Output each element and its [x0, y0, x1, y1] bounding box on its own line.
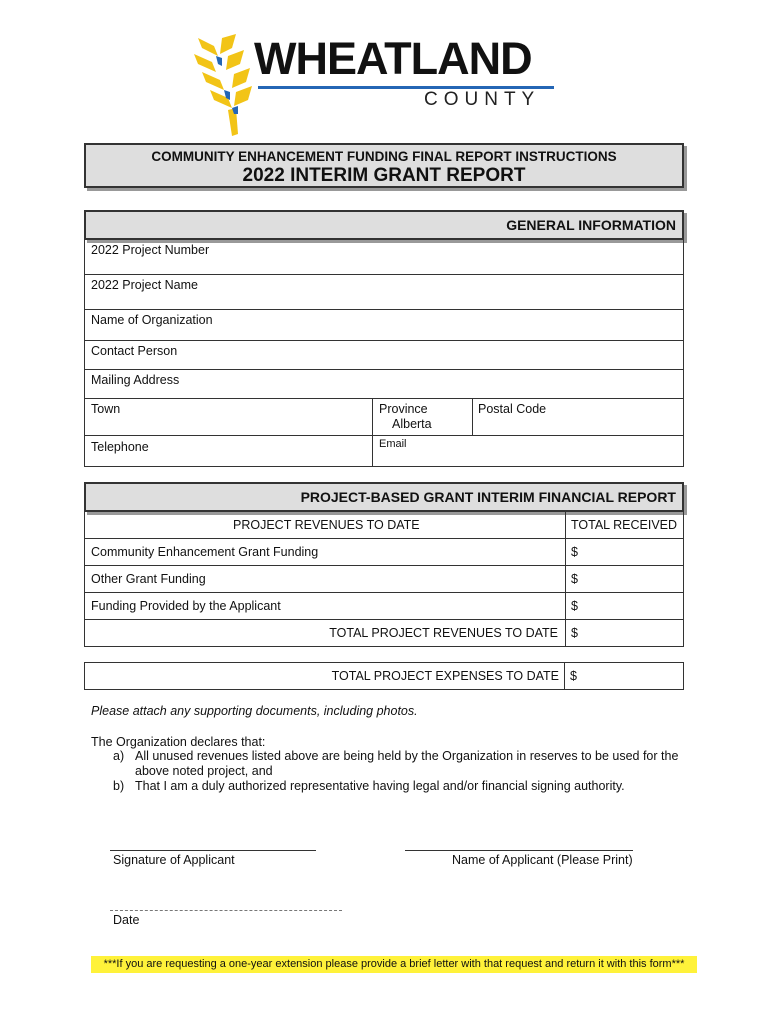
table-row[interactable]: [84, 566, 684, 593]
project-name-field[interactable]: [84, 275, 684, 310]
town-label: Town: [91, 402, 121, 416]
document-subtitle: COMMUNITY ENHANCEMENT FUNDING FINAL REPORT INSTRUCTIONS: [151, 149, 617, 164]
declaration-item-a-marker: a): [113, 749, 125, 763]
telephone-email-row: [84, 436, 684, 467]
project-number-label: 2022 Project Number: [91, 243, 210, 257]
date-label: Date: [113, 913, 140, 927]
table-row[interactable]: [84, 539, 684, 566]
telephone-label[interactable]: Telephone: [91, 440, 149, 454]
attach-documents-note: Please attach any supporting documents, including photos.: [91, 704, 418, 718]
organization-field[interactable]: [84, 310, 684, 341]
declaration-item-a-cont: above noted project, and: [135, 764, 273, 778]
province-value: Alberta: [392, 417, 432, 431]
mailing-address-label: Mailing Address: [91, 373, 180, 387]
table-row[interactable]: [84, 593, 684, 620]
declaration-intro: The Organization declares that:: [91, 735, 266, 749]
date-line[interactable]: [110, 910, 342, 911]
postal-code-label[interactable]: Postal Code: [478, 402, 547, 416]
revenues-column-header: PROJECT REVENUES TO DATE: [233, 518, 420, 532]
total-expenses-label: TOTAL PROJECT EXPENSES TO DATE: [331, 669, 559, 683]
total-expenses-row[interactable]: [84, 662, 684, 690]
mailing-address-field[interactable]: [84, 370, 684, 399]
received-column-header: TOTAL RECEIVED: [571, 518, 678, 532]
divider: [472, 399, 473, 435]
email-label[interactable]: Email: [379, 438, 407, 450]
general-information-heading: GENERAL INFORMATION: [84, 210, 684, 240]
revenue-label: Funding Provided by the Applicant: [91, 599, 281, 613]
title-box: [84, 143, 684, 188]
declaration-item-b-marker: b): [113, 779, 125, 793]
declaration-item-a: All unused revenues listed above are being held by the Organization in reserves to be used for the: [135, 749, 679, 763]
contact-person-field[interactable]: [84, 341, 684, 370]
organization-label: Name of Organization: [91, 313, 213, 327]
divider: [565, 539, 566, 565]
town-province-postal-row: [84, 399, 684, 436]
applicant-name-label: Name of Applicant (Please Print): [452, 853, 633, 867]
signature-line[interactable]: [110, 850, 316, 851]
divider: [565, 593, 566, 619]
revenue-amount[interactable]: $: [571, 545, 578, 559]
total-revenues-amount[interactable]: $: [571, 626, 578, 640]
divider: [372, 399, 373, 435]
province-label: Province: [379, 402, 428, 416]
project-name-label: 2022 Project Name: [91, 278, 199, 292]
divider: [565, 512, 566, 538]
wheat-logo-icon: [192, 34, 262, 138]
total-expenses-amount[interactable]: $: [570, 669, 577, 683]
signature-label: Signature of Applicant: [113, 853, 235, 867]
total-revenues-row[interactable]: [84, 620, 684, 647]
logo-county-text: COUNTY: [424, 89, 541, 110]
revenue-amount[interactable]: $: [571, 572, 578, 586]
revenue-label: Community Enhancement Grant Funding: [91, 545, 319, 559]
divider: [565, 566, 566, 592]
revenue-amount[interactable]: $: [571, 599, 578, 613]
applicant-name-line[interactable]: [405, 850, 633, 851]
total-revenues-label: TOTAL PROJECT REVENUES TO DATE: [329, 626, 558, 640]
revenue-label: Other Grant Funding: [91, 572, 206, 586]
project-number-field[interactable]: [84, 240, 684, 275]
extension-notice: ***If you are requesting a one-year extension please provide a brief letter with that request and return it with this form***: [91, 956, 697, 973]
divider: [565, 620, 566, 646]
financial-header-row: [84, 512, 684, 539]
logo-wordmark: WHEATLAND: [254, 33, 532, 84]
declaration-item-b: That I am a duly authorized representative having legal and/or financial signing authority.: [135, 779, 625, 793]
county-logo: [192, 30, 564, 142]
financial-report-heading: PROJECT-BASED GRANT INTERIM FINANCIAL REPORT: [84, 482, 684, 512]
document-title: 2022 INTERIM GRANT REPORT: [242, 165, 526, 186]
contact-person-label: Contact Person: [91, 344, 178, 358]
divider: [564, 663, 565, 689]
divider: [372, 436, 373, 466]
